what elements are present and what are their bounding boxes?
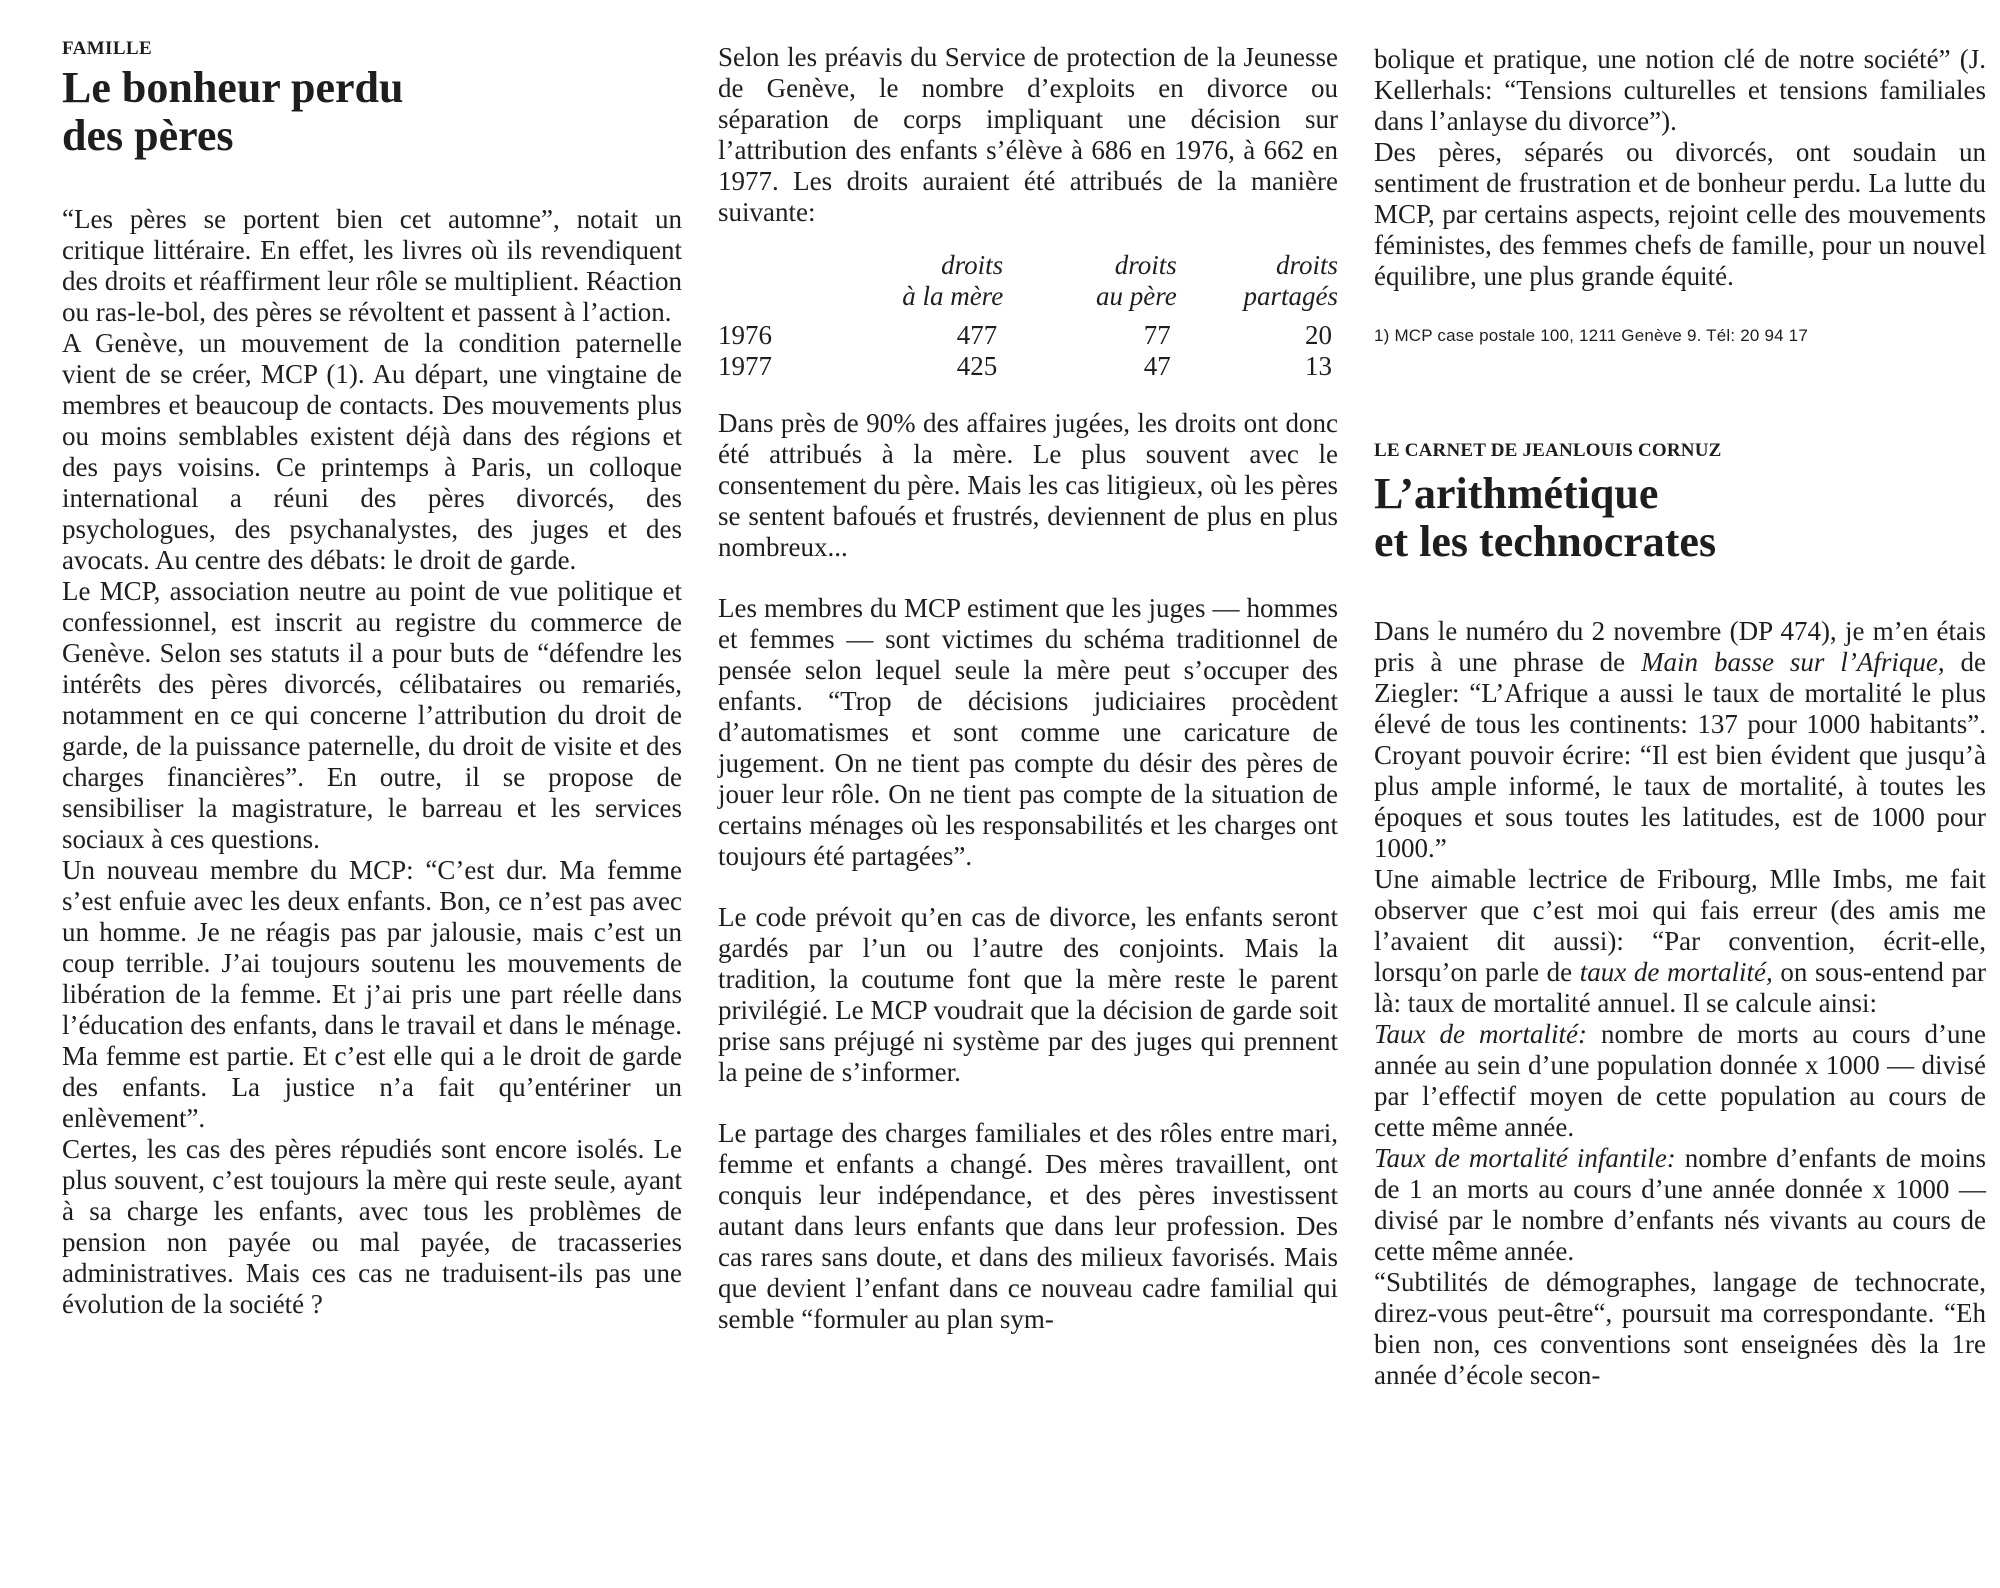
paragraph: Le partage des charges familiales et des rôles entre mari, femme et enfants a changé. Des mères travaillent, ont conquis leur indépendance, et des pères investissent autant dans leurs enfants que dans leur profession. Des cas rares sans doute, et dans des milieux favorisés. Mais que devient l’enfant dans ce nouveau cadre familial qui semble “formuler au plan sym- (718, 1118, 1338, 1334)
paragraph: bolique et pratique, une notion clé de notre société” (J. Kellerhals: “Tensions culturelles et tensions familiales dans l’anlayse du divorce”). (1374, 44, 1986, 136)
table-cell: 77 (1143, 320, 1171, 350)
text-run: Dans le numéro du 2 novembre (DP 474), je m’en étais pris à une phrase de (1374, 616, 1986, 677)
table-row (718, 312, 1338, 351)
table-header-pere (1003, 250, 1177, 312)
paragraph: Le MCP, association neutre au point de vue politique et confessionnel, est inscrit au registre du commerce de Genève. Selon ses statuts il a pour buts de “défendre les intérêts des pères divorcés, célibataires ou remariés, notamment en ce qui concerne l’attribution du droit de garde, de la puissance paternelle, du droit de visite et des charges financières”. En outre, il se propose de sensibiliser la magistrature, le barreau et les services sociaux à ces questions. (62, 576, 682, 854)
text-run: Une aimable lectrice de Fribourg, Mlle Imbs, me fait observer que c’est moi qui fais erreur (des amis me l’avaient dit aussi): “Par convention, écrit-elle, lorsqu’on parle de (1374, 864, 1986, 987)
title-line: et les technocrates (1374, 517, 1717, 566)
table-header-empty (718, 250, 830, 312)
header-line: à la mère (902, 281, 1004, 311)
article-famille (62, 38, 682, 1320)
header-line: droits (1275, 250, 1338, 280)
section-kicker: FAMILLE (62, 38, 153, 59)
table-cell: 477 (956, 320, 998, 350)
text-run: de Ziegler: “L’Afrique a aussi le taux de mortalité le plus élevé de tous les continents: 137 pour 1000 habitants”. Croyant pouvoir écrire: “Il est bien évident que jusqu’à plus ample informé, le taux de mortalité, à toutes les époques et sous toutes les latitudes, est de 1000 pour 1000.” (1374, 647, 1987, 863)
header-line: partagés (1243, 281, 1338, 311)
article-famille-continued (718, 42, 1338, 1335)
paragraph: Des pères, séparés ou divorcés, ont soudain un sentiment de frustration et de bonheur perdu. La lutte du MCP, par certains aspects, rejoint celle des mouvements féministes, des femmes chefs de famille, pour un nouvel équilibre, une plus grande équité. (1374, 137, 1986, 291)
table-cell-year: 1977 (718, 351, 772, 381)
paragraph: Un nouveau membre du MCP: “C’est dur. Ma femme s’est enfuie avec les deux enfants. Bon, ce n’est pas avec un homme. Je ne réagis pas par jalousie, mais c’est un coup terrible. J’ai toujours soutenu les mouvements de libération de la femme. Et j’ai pris une part réelle dans l’éducation des enfants, dans le travail et dans le ménage. Ma femme est partie. Et c’est elle qui a le droit de garde des enfants. La justice n’a fait qu’entériner un enlèvement”. (62, 855, 683, 1133)
paragraph: Certes, les cas des pères répudiés sont encore isolés. Le plus souvent, c’est toujours la mère qui reste seule, ayant à sa charge les enfants, avec tous les problèmes de pension non payée ou mal payée, de tracasseries administratives. Mais ces cas ne traduisent-ils pas une évolution de la société ? (62, 1134, 682, 1319)
header-line: droits (941, 250, 1004, 280)
article-title (62, 64, 682, 160)
paragraph (1374, 616, 1986, 864)
footnote: 1) MCP case postale 100, 1211 Genève 9. Tél: 20 94 17 (1374, 326, 1808, 345)
column-three (1374, 44, 1986, 1391)
term: Taux de mortalité infantile: (1374, 1143, 1676, 1173)
table-header-partages (1177, 250, 1338, 312)
paragraph: “Les pères se portent bien cet automne”, notait un critique littéraire. En effet, les livres où ils revendiquent des droits et réaffirment leur rôle se multiplient. Réaction ou ras-le-bol, des pères se révoltent et passent à l’action. (62, 204, 682, 327)
text-run: on sous-entend par là: taux de mortalité annuel. Il se calcule ainsi: (1374, 957, 1987, 1018)
table-header-row (718, 250, 1338, 312)
paragraph: A Genève, un mouvement de la condition paternelle vient de se créer, MCP (1). Au départ, une vingtaine de membres et beaucoup de contacts. Des mouvements plus ou moins semblables existent déjà dans des régions et des pays voisins. Ce printemps à Paris, un colloque international a réuni des pères divorcés, des psychologues, des psychanalystes, des juges et des avocats. Au centre des débats: le droit de garde. (62, 328, 682, 575)
article-title (1374, 470, 1986, 566)
table-cell: 20 (1305, 320, 1332, 350)
paragraph: Le code prévoit qu’en cas de divorce, les enfants seront gardés par l’un ou l’autre des conjoints. Mais la tradition, la coutume font que la mère reste le parent privilégié. Le MCP voudrait que la décision de garde soit prise sans préjugé ni système par des juges qui prennent la peine de s’informer. (718, 902, 1338, 1087)
header-line: au père (1096, 281, 1177, 311)
custody-statistics-table (718, 250, 1338, 382)
paragraph: Dans près de 90% des affaires jugées, les droits ont donc été attribués à la mère. Le plus souvent avec le consentement du père. Mais les cas litigieux, où les pères se sentent bafoués et frustrés, deviennent de plus en plus nombreux... (718, 408, 1338, 562)
paragraph: Selon les préavis du Service de protection de la Jeunesse de Genève, le nombre d’exploits en divorce ou séparation de corps impliquant une décision sur l’attribution des enfants s’élève à 686 en 1976, à 662 en 1977. Les droits auraient été attribués de la manière suivante: (718, 42, 1338, 227)
term: taux de mortalité, (1579, 957, 1773, 987)
text-run: nombre de morts au cours d’une année au sein d’une population donnée x 1000 — divisé par l’effectif moyen de cette population au cours de cette même année. (1374, 1019, 1986, 1142)
title-line: des pères (62, 111, 234, 160)
table-row (718, 351, 1338, 382)
table-cell: 13 (1305, 351, 1332, 381)
section-kicker: LE CARNET DE JEANLOUIS CORNUZ (1374, 440, 1722, 461)
title-line: L’arithmétique (1374, 469, 1659, 518)
paragraph (1374, 1143, 1986, 1267)
text-run: nombre d’enfants de moins de 1 an morts au cours d’une année donnée x 1000 — divisé par le nombre d’enfants nés vivants au cours de cette même année. (1374, 1143, 1987, 1266)
header-line: droits (1114, 250, 1177, 280)
table-cell: 47 (1143, 351, 1171, 381)
paragraph: Les membres du MCP estiment que les juges — hommes et femmes — sont victimes du schéma traditionnel de pensée selon lequel seule la mère peut s’occuper des enfants. “Trop de décisions judiciaires procèdent d’automatismes et sont comme une caricature de jugement. On ne tient pas compte du désir des pères de jouer leur rôle. On ne tient pas compte de la situation de certains ménages où les responsabilités et les charges ont toujours été partagées”. (718, 593, 1338, 871)
table-cell: 425 (956, 351, 998, 381)
table-cell-year: 1976 (718, 320, 772, 350)
title-line: Le bonheur perdu (62, 63, 404, 112)
table-header-mere (830, 250, 1004, 312)
book-title: Main basse sur l’Afrique, (1641, 647, 1945, 677)
paragraph: “Subtilités de démographes, langage de technocrate, direz-vous peut-être“, poursuit ma correspondante. “Eh bien non, ces conventions sont enseignées dès la 1re année d’école secon- (1374, 1267, 1986, 1390)
paragraph (1374, 1019, 1986, 1143)
term: Taux de mortalité: (1374, 1019, 1588, 1049)
paragraph (1374, 864, 1986, 1019)
